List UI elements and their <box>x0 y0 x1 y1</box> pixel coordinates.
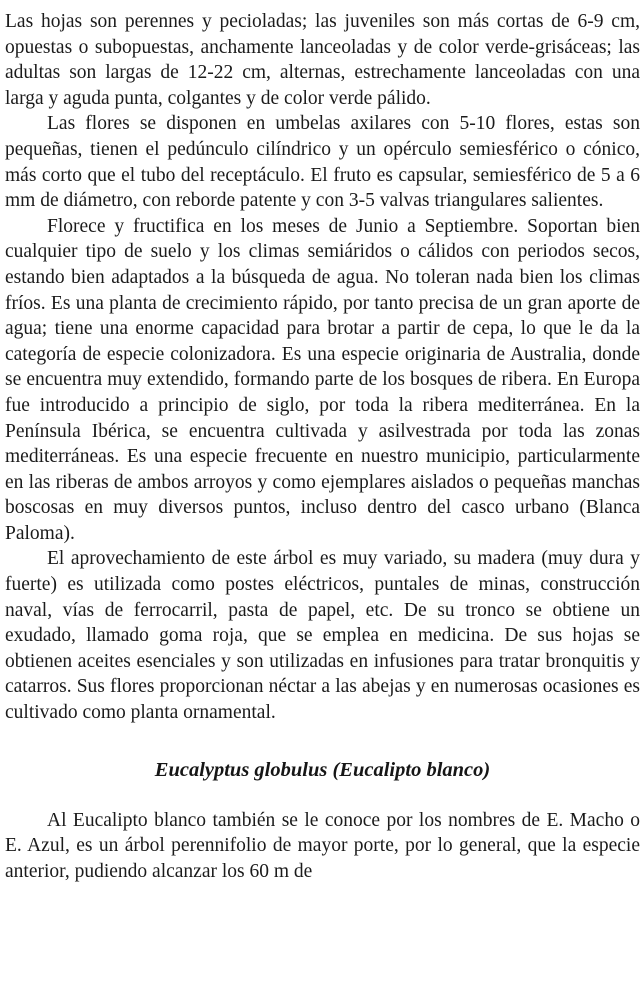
body-paragraph-habitat-distribution: Florece y fructifica en los meses de Junio a Septiembre. Soportan bien cualquier tipo de suelo y los climas semiáridos o cálidos con periodos secos, estando bien adaptados a la búsqueda de agua. No toleran nada bien los climas fríos. Es una planta de crecimiento rápido, por tanto precisa de un gran aporte de agua; tiene una enorme capacidad para brotar a partir de cepa, lo que le da la categoría de especie colonizadora. Es una especie originaria de Australia, donde se encuentra muy extendido, formando parte de los bosques de ribera. En Europa fue introducido a principio de siglo, por toda la ribera mediterránea. En la Península Ibérica, se encuentra cultivada y asilvestrada por toda las zonas mediterráneas. Es una especie frecuente en nuestro municipio, particularmente en las riberas de ambos arroyos y como ejemplares aislados o pequeñas manchas boscosas en muy diversos puntos, incluso dentro del casco urbano (Blanca Paloma). <box>5 215 640 544</box>
body-paragraph-flowers-fruit: Las flores se disponen en umbelas axilares con 5-10 flores, estas son pequeñas, tienen el pedúnculo cilíndrico y un opérculo semiesférico o cónico, más corto que el tubo del receptáculo. El fruto es capsular, semiesférico de 5 a 6 mm de diámetro, con reborde patente y con 3-5 valvas triangulares salientes. <box>5 113 640 212</box>
body-paragraph-leaves: Las hojas son perennes y pecioladas; las juveniles son más cortas de 6-9 cm, opuestas o subopuestas, anchamente lanceoladas y de color verde-grisáceas; las adultas son largas de 12-22 cm, alternas, estrechamente lanceoladas con una larga y aguda punta, colgantes y de color verde pálido. <box>5 11 640 109</box>
body-paragraph-uses: El aprovechamiento de este árbol es muy variado, su madera (muy dura y fuerte) es utilizada como postes eléctricos, puntales de minas, construcción naval, vías de ferrocarril, pasta de papel, etc. De su tronco se obtiene un exudado, llamado goma roja, que se emplea en medicina. De sus hojas se obtienen aceites esenciales y son utilizadas en infusiones para tratar bronquitis y catarros. Sus flores proporcionan néctar a las abejas y en numerosas ocasiones es cultivado como planta ornamental. <box>5 548 640 724</box>
body-paragraph-eucalipto-blanco-intro: Al Eucalipto blanco también se le conoce por los nombres de E. Macho o E. Azul, es un árbol perennifolio de mayor porte, por lo general, que la especie anterior, pudiendo alcanzar los 60 m de <box>5 809 640 882</box>
species-heading: Eucalyptus globulus (Eucalipto blanco) <box>154 758 491 781</box>
